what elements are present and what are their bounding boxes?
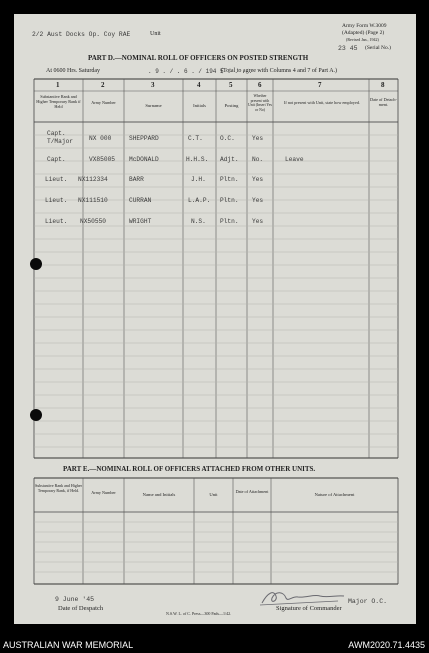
cell-initials: H.H.S. bbox=[186, 156, 209, 163]
cell-posting: O.C. bbox=[220, 135, 235, 142]
col-number: 5 bbox=[229, 81, 233, 89]
cell-rank: Lieut. bbox=[45, 218, 68, 225]
cell-present: Yes bbox=[252, 218, 264, 225]
printer-note: N.S.W. L. of C. Press—300 Pads—1/42. bbox=[166, 611, 232, 616]
part-d-title: PART D.—NOMINAL ROLL OF OFFICERS ON POSTED STRENGTH bbox=[88, 54, 309, 62]
header-detachment: Date of Detach-ment. bbox=[370, 97, 397, 107]
header-surname: Surname bbox=[145, 103, 162, 108]
header-nature-attachment: Nature of Attachment bbox=[314, 492, 355, 497]
cell-surname: SHEPPARD bbox=[129, 135, 159, 142]
col-number: 1 bbox=[56, 81, 60, 89]
cell-surname: CURRAN bbox=[129, 197, 152, 204]
header-posting: Posting bbox=[224, 103, 239, 108]
header-present: Whether present with Unit (Insert Yes or No) bbox=[248, 94, 272, 112]
header-army-number: Army Number bbox=[91, 490, 116, 495]
cell-posting: Pltn. bbox=[220, 197, 239, 204]
cell-employed: Leave bbox=[285, 156, 304, 163]
unit-typed: 2/2 Aust Docks Op. Coy RAE bbox=[32, 31, 131, 38]
part-e-title: PART E.—NOMINAL ROLL OF OFFICERS ATTACHED FROM OTHER UNITS. bbox=[63, 465, 316, 473]
at-line-date: . 9 . / . 6 . / 194 5 . . . . bbox=[148, 68, 253, 75]
cell-number: VX85005 bbox=[89, 156, 115, 163]
signature-rank: Major O.C. bbox=[348, 598, 388, 605]
col-number: 2 bbox=[101, 81, 105, 89]
cell-rank: Capt. bbox=[47, 156, 66, 163]
cell-initials: C.T. bbox=[188, 135, 203, 142]
cell-present: No. bbox=[252, 156, 264, 163]
header-name-initials: Name and Initials bbox=[142, 492, 176, 497]
col-number: 7 bbox=[318, 81, 322, 89]
cell-number: NX50550 bbox=[80, 218, 106, 225]
serial-label: (Serial No.) bbox=[365, 45, 391, 51]
archive-name: AUSTRALIAN WAR MEMORIAL bbox=[3, 640, 134, 650]
cell-present: Yes bbox=[252, 176, 264, 183]
punch-hole bbox=[30, 258, 42, 270]
form-adapted: (Adapted) (Page 2) bbox=[342, 30, 385, 36]
col-number: 6 bbox=[258, 81, 262, 89]
at-line-prefix: At 0600 Hrs. Saturday bbox=[46, 68, 100, 74]
signature-label: Signature of Commander bbox=[276, 605, 342, 612]
despatch-date: 9 June '45 bbox=[55, 596, 95, 603]
cell-rank: Lieut. bbox=[45, 176, 68, 183]
header-rank: Substantive Rank and Higher Temporary Rank if Held bbox=[36, 94, 81, 109]
cell-rank-text: Capt. T/Major bbox=[47, 130, 73, 145]
cell-initials: J.H. bbox=[191, 176, 206, 183]
archive-footer bbox=[0, 637, 429, 653]
cell-number: NX112334 bbox=[78, 176, 108, 183]
cell-present: Yes bbox=[252, 197, 264, 204]
cell-initials: L.A.P. bbox=[188, 197, 211, 204]
serial-value: 23 45 bbox=[338, 45, 358, 52]
cell-number: NX111510 bbox=[78, 197, 108, 204]
at-line-suffix: (Total to agree with Columns 4 and 7 of Part A.) bbox=[221, 68, 338, 74]
cell-surname: BARR bbox=[129, 176, 144, 183]
despatch-label: Date of Despatch bbox=[58, 605, 104, 612]
header-initials: Initials bbox=[193, 103, 206, 108]
header-army-number: Army Number bbox=[91, 100, 116, 105]
cell-rank bbox=[47, 130, 79, 146]
archive-accession: AWM2020.71.4435 bbox=[348, 640, 425, 650]
header-rank: Substantive Rank and Higher Temporary Rank, if Held. bbox=[35, 483, 82, 493]
form-revised: (Revised Jan., 1942) bbox=[346, 37, 379, 42]
header-employed: If not present with Unit, state how employed. bbox=[284, 100, 360, 105]
col-number: 4 bbox=[197, 81, 201, 89]
header-unit: Unit bbox=[209, 492, 218, 497]
punch-hole bbox=[30, 409, 42, 421]
cell-posting: Pltn. bbox=[220, 218, 239, 225]
unit-label: Unit bbox=[150, 31, 161, 37]
col-number: 8 bbox=[381, 81, 385, 89]
cell-initials: N.S. bbox=[191, 218, 206, 225]
cell-posting: Pltn. bbox=[220, 176, 239, 183]
cell-number: NX 000 bbox=[89, 135, 112, 142]
cell-surname: WRIGHT bbox=[129, 218, 152, 225]
header-date-attachment: Date of Attachment bbox=[235, 489, 269, 494]
col-number: 3 bbox=[151, 81, 155, 89]
cell-surname: McDONALD bbox=[129, 156, 159, 163]
cell-present: Yes bbox=[252, 135, 264, 142]
form-number: Army Form W.3009 bbox=[342, 23, 387, 29]
cell-posting: Adjt. bbox=[220, 156, 239, 163]
cell-rank: Lieut. bbox=[45, 197, 68, 204]
